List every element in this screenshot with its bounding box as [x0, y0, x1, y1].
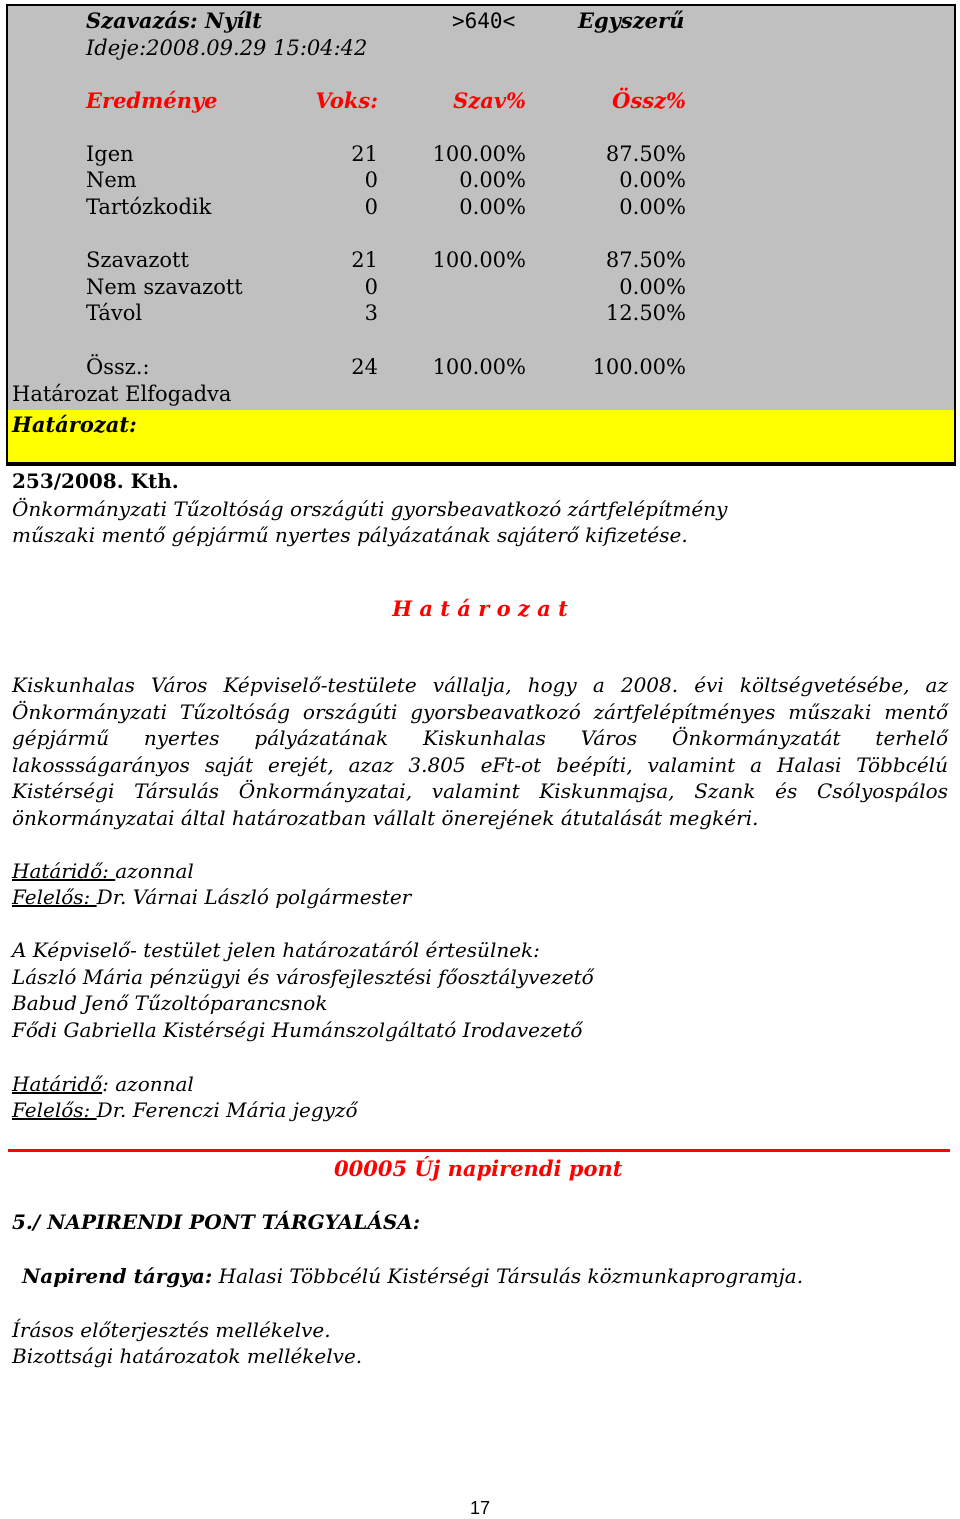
responsible-label: Felelős: — [12, 885, 97, 909]
agenda-subject — [22, 1263, 803, 1290]
row-szav: 0.00% — [459, 168, 526, 192]
agenda-title: 5./ NAPIRENDI PONT TÁRGYALÁSA: — [12, 1210, 421, 1234]
page-number: 17 — [469, 1498, 491, 1518]
resolution-number: 253/2008. Kth. — [12, 469, 179, 493]
notify-item: László Mária pénzügyi és városfejlesztési főosztályvezető — [12, 965, 594, 989]
deadline-value: azonnal — [115, 859, 194, 883]
row-ossz: 0.00% — [619, 168, 686, 192]
table-row — [0, 141, 960, 167]
vote-time: Ideje:2008.09.29 15:04:42 — [86, 36, 368, 60]
row-votes: 0 — [364, 195, 378, 219]
table-row — [0, 247, 960, 273]
decision-bar — [6, 410, 956, 466]
responsible-label: Felelős: — [12, 1098, 97, 1122]
responsible-value: Dr. Várnai László polgármester — [96, 885, 412, 909]
header-result: Eredménye — [86, 88, 218, 113]
row-votes: 3 — [364, 301, 378, 325]
table-row — [0, 194, 960, 220]
new-agenda-item: 00005 Új napirendi pont — [334, 1156, 623, 1181]
vote-table-header — [0, 88, 960, 114]
row-label: Nem szavazott — [86, 275, 243, 299]
responsible-value: Dr. Ferenczi Mária jegyző — [96, 1098, 358, 1122]
resolution-body: Kiskunhalas Város Képviselő-testülete vállalja, hogy a 2008. évi költségvetésébe, az Önkormányzati Tűzoltóság országúti gyorsbeavatkozó zártfelépítményes műszaki mentő gépjármű nyertes pályázatának Kiskunhalas Város Önkormányzatát terhelő lakossságarányos saját erejét, azaz 3.805 eFt-ot beépíti, valamint a Halasi Többcélú Kistérségi Társulás Önkormányzatai, valamint Kiskunmajsa, Szank és Csólyospálos önkormányzatai által határozatban vállalt önerejének átutalását megkéri. — [12, 673, 948, 830]
row-label: Igen — [86, 142, 134, 166]
row-szav: 0.00% — [459, 195, 526, 219]
vote-mode: Szavazás: Nyílt — [86, 8, 262, 33]
row-ossz: 0.00% — [619, 275, 686, 299]
section-divider — [8, 1149, 950, 1152]
responsible-2 — [12, 1097, 358, 1124]
table-row — [0, 354, 960, 380]
notify-heading: A Képviselő- testület jelen határozatáról értesülnek: — [12, 938, 540, 962]
table-row — [0, 274, 960, 300]
row-votes: 0 — [364, 168, 378, 192]
row-ossz: 12.50% — [605, 301, 686, 325]
agenda-note: Bizottsági határozatok mellékelve. — [12, 1344, 363, 1368]
resolution-subject-line1: Önkormányzati Tűzoltóság országúti gyorsbeavatkozó zártfelépítmény — [12, 497, 728, 521]
row-ossz: 87.50% — [605, 142, 686, 166]
table-row — [0, 167, 960, 193]
row-votes: 24 — [351, 355, 378, 379]
vote-outcome: Határozat Elfogadva — [12, 382, 232, 406]
row-votes: 21 — [351, 248, 378, 272]
row-label: Tartózkodik — [86, 195, 212, 219]
notify-item: Babud Jenő Tűzoltóparancsnok — [12, 991, 328, 1015]
deadline-2 — [12, 1071, 194, 1098]
agenda-subject-label: Napirend tárgya: — [22, 1264, 213, 1288]
row-votes: 0 — [364, 275, 378, 299]
decision-label: Határozat: — [12, 412, 137, 437]
agenda-note: Írásos előterjesztés mellékelve. — [12, 1318, 331, 1342]
row-label: Távol — [86, 301, 143, 325]
table-row — [0, 300, 960, 326]
row-label: Szavazott — [86, 248, 189, 272]
deadline-label: Határidő: — [12, 859, 116, 883]
row-ossz: 100.00% — [592, 355, 686, 379]
resolution-heading: H a t á r o z a t — [392, 596, 568, 621]
notify-item: Fődi Gabriella Kistérségi Humánszolgáltató Irodavezető — [12, 1018, 583, 1042]
header-ossz: Össz% — [612, 88, 686, 113]
row-votes: 21 — [351, 142, 378, 166]
row-ossz: 87.50% — [605, 248, 686, 272]
deadline-label: Határidő — [12, 1072, 103, 1096]
deadline-value: : azonnal — [102, 1072, 194, 1096]
row-szav: 100.00% — [432, 248, 526, 272]
row-label: Nem — [86, 168, 137, 192]
vote-code: >640< — [452, 9, 516, 33]
agenda-subject-value: Halasi Többcélú Kistérségi Társulás közmunkaprogramja. — [212, 1264, 804, 1288]
resolution-subject-line2: műszaki mentő gépjármű nyertes pályázatának sajáterő kifizetése. — [12, 523, 688, 547]
header-szav: Szav% — [453, 88, 526, 113]
responsible-1 — [12, 884, 411, 911]
vote-type: Egyszerű — [578, 8, 685, 33]
deadline-1 — [12, 858, 194, 885]
header-votes: Voks: — [315, 88, 378, 113]
row-label: Össz.: — [86, 355, 150, 379]
row-ossz: 0.00% — [619, 195, 686, 219]
row-szav: 100.00% — [432, 142, 526, 166]
row-szav: 100.00% — [432, 355, 526, 379]
